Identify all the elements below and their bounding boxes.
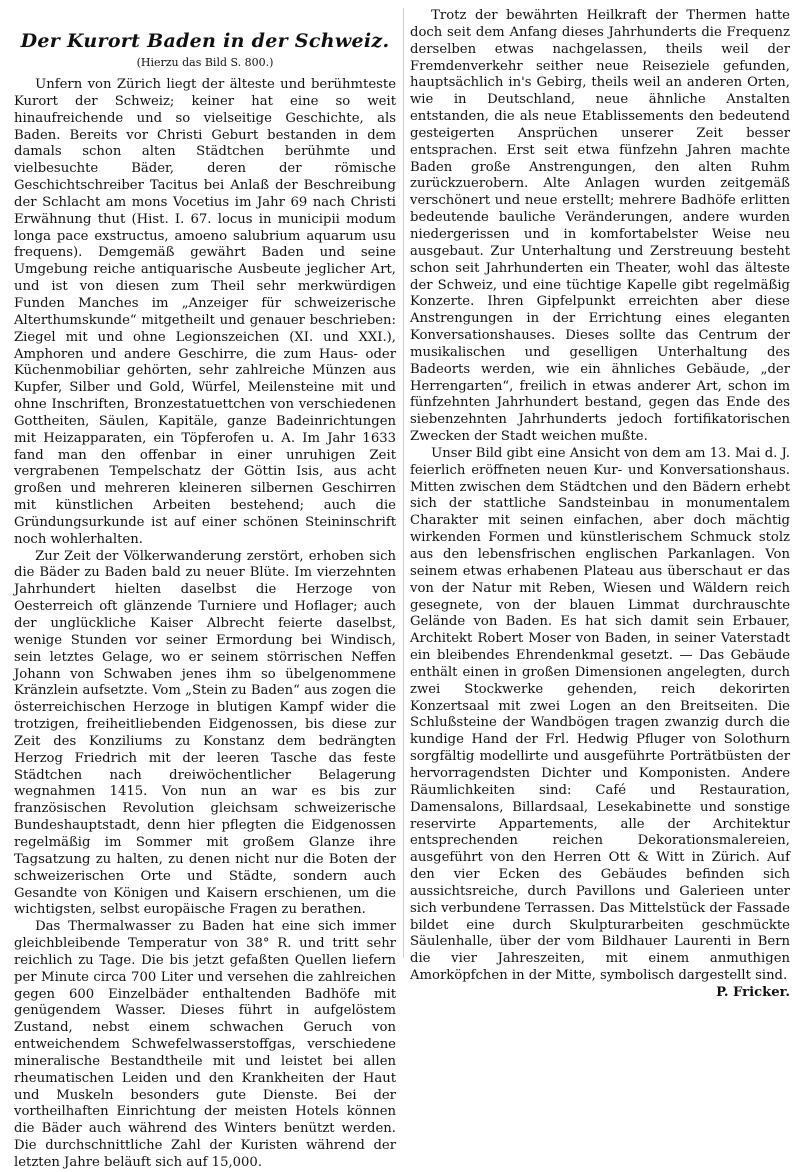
article-title: Der Kurort Baden in der Schweiz. — [20, 30, 390, 52]
article-subtitle: (Hierzu das Bild S. 800.) — [136, 56, 274, 69]
right-column — [410, 8, 790, 1002]
paragraph-kurhaus — [410, 445, 790, 1000]
kurhaus-text: Unser Bild gibt eine Ansicht von dem am 13. Mai d. J. feierlich eröffneten neuen Kur- und Konversationshaus. Mitten zwischen dem Städtchen und den Bädern erhebt sich der stattliche Sandsteinbau in monumentalem Charakter mit seinen einfachen, aber doch mächtig wirkenden Formen und künstlerischem Schmuck stolz aus den lebensfrischen englischen Parkanlagen. Von seinem etwas erhabenen Plateau aus überschaut er das von der Natur mit Reben, Wiesen und Wäldern reich gesegnete, von der blauen Limmat durchrauschte Gelände von Baden. Es hat sich damit sein Erbauer, Architekt Robert Moser von Baden, in seiner Vaterstadt ein bleibendes Ehrendenkmal gesetzt. — Das Gebäude enthält einen in großen Dimensionen angelegten, durch zwei Stockwerke gehenden, reich dekorirten Konzertsaal mit zwei Logen an den Breitseiten. Die Schlußsteine der Wandbögen tragen zwanzig durch die kundige Hand der Frl. Hedwig Pfluger von Solothurn sorgfältig modellirte und ausgeführte Porträtbüsten der hervorragendsten Dichter und Komponisten. Andere Räumlichkeiten sind: Café und Restauration, Damensalons, Billardsaal, Lesekabinette und sonstige reservirte Appartements, alle der Architektur entsprechenden reichen Dekorationsmalereien, ausgeführt von den Herren Ott & Witt in Zürich. Auf den vier Ecken des Gebäudes befinden sich aussichtsreiche, durch Pavillons und Galerieen unter sich verbundene Terrassen. Das Mittelstück der Fassade bildet eine durch Skulpturarbeiten geschmückte Säulenhalle, über der vom Bildhauer Laurenti in Bern die vier Jahreszeiten, mit einem anmuthigen Amorköpfchen in der Mitte, symbolisch dargestellt sind. — [410, 445, 790, 984]
paragraph-migration-period: Zur Zeit der Völkerwanderung zerstört, erhoben sich die Bäder zu Baden bald zu neuer Blüte. Im vierzehnten Jahrhundert hielten daselbst die Herzoge von Oesterreich oft glänzende Turniere und Hoflager; auch der unglückliche Kaiser Albrecht feierte daselbst, wenige Stunden vor seiner Ermordung bei Windisch, sein letztes Gelage, wo er seinem störrischen Neffen Johann von Schwaben jenes ihm so übelgenommene Kränzlein aufsetzte. Vom „Stein zu Baden“ aus zogen die österreichischen Herzoge in blutigen Kampf wider die trotzigen, freiheitliebenden Eidgenossen, bis diese zur Zeit des Konziliums zu Konstanz dem bedrängten Herzog Friedrich mit der leeren Tasche das feste Städtchen nach dreiwöchentlicher Belagerung wegnahmen 1415. Von nun an war es bis zur französischen Revolution gleichsam schweizerische Bundeshauptstadt, denn hier pflegten die Eidgenossen regelmäßig im Sommer mit großem Glanze ihre Tagsatzung zu halten, zu denen nicht nur die Boten der schweizerischen Orte und Städte, sondern auch Gesandte von Königen und Kaisern erschienen, um die wichtigsten, selbst europäische Fragen zu berathen. — [14, 548, 396, 918]
paragraph-decline-revival: Trotz der bewährten Heilkraft der Thermen hatte doch seit dem Anfang dieses Jahrhunderts die Frequenz derselben etwas nachgelassen, theils weil der Fremdenverkehr seither neue Reiseziele gefunden, hauptsächlich in's Gebirg, theils weil an anderen Orten, wie in Deutschland, neue ähnliche Anstalten entstanden, die als neue Etablissements den bedeutend gesteigerten Ansprüchen unserer Zeit besser entsprachen. Erst seit etwa fünfzehn Jahren machte Baden große Anstrengungen, den alten Ruhm zurückzuerobern. Alte Anlagen wurden zeitgemäß verschönert und neue erstellt; mehrere Badhöfe erlitten bedeutende bauliche Veränderungen, andere wurden niedergerissen und in komfortabelster Weise neu ausgebaut. Zur Unterhaltung und Zerstreuung besteht schon seit Jahrhunderten ein Theater, wohl das älteste der Schweiz, und eine tüchtige Kapelle gibt regelmäßig Konzerte. Ihren Gipfelpunkt erreichten aber diese Anstrengungen in der Errichtung eines eleganten Konversationshauses. Dieses sollte das Centrum der musikalischen und geselligen Unterhaltung des Badeorts werden, wie ein ähnliches Gebäude, „der Herrengarten“, freilich in etwas anderer Art, schon im fünfzehnten Jahrhundert bestand, gegen das Ende des siebenzehnten Jahrhunderts jedoch fortifikatorischen Zwecken der Stadt weichen mußte. — [410, 8, 790, 445]
author-signature: P. Fricker. — [716, 984, 790, 1000]
left-column — [14, 77, 396, 1172]
paragraph-history: Unfern von Zürich liegt der älteste und berühmteste Kurort der Schweiz; keiner hat eine so weit hinaufreichende und so vielseitige Geschichte, als Baden. Bereits vor Christi Geburt bestanden in dem damals schon alten Städtchen berühmte und vielbesuchte Bäder, deren der römische Geschichtschreiber Tacitus bei Anlaß der Beschreibung der Schlacht am mons Vocetius im Jahr 69 nach Christi Erwähnung thut (Hist. I. 67. locus in municipii modum longa pace exstructus, amoeno salubrium aquarum usu frequens). Demgemäß gewährt Baden und seine Umgebung reiche antiquarische Ausbeute jeglicher Art, und ist von diesen zum Theil sehr merkwürdigen Funden Manches im „Anzeiger für schweizerische Alterthumskunde“ mitgetheilt und genauer beschrieben: Ziegel mit und ohne Legionszeichen (XI. und XXI.), Amphoren und andere Geschirre, die zum Haus- oder Küchenmobiliar gehörten, sehr zahlreiche Münzen aus Kupfer, Silber und Gold, Würfel, Meilensteine mit und ohne Inschriften, Bronzestatuettchen von verschiedenen Gottheiten, Säulen, Kapitäle, ganze Badeinrichtungen mit Heizapparaten, ein Töpferofen u. A. Im Jahr 1633 fand man den offenbar in einer unruhigen Zeit vergrabenen Tempelschatz der Göttin Isis, aus acht großen und mehreren kleineren silbernen Geschirren mit künstlichen Arbeiten bestehend; auch die Gründungsurkunde ist auf einer schönen Steininschrift noch wohlerhalten. — [14, 77, 396, 547]
column-divider — [403, 8, 404, 958]
paragraph-thermal-water: Das Thermalwasser zu Baden hat eine sich immer gleichbleibende Temperatur von 38° R. und tritt sehr reichlich zu Tage. Die bis jetzt gefaßten Quellen liefern per Minute circa 700 Liter und versehen die zahlreichen gegen 600 Einzelbäder enthaltenden Badhöfe mit genügendem Wasser. Dieses führt in aufgelöstem Zustand, nebst einem schwachen Geruch von entweichendem Schwefelwasserstoffgas, verschiedene mineralische Bestandtheile mit und leistet bei allen rheumatischen Leiden und den Krankheiten der Haut und Muskeln besonders gute Dienste. Bei der vortheilhaften Einrichtung der meisten Hotels können die Bäder auch während des Winters benützt werden. Die durchschnittliche Zahl der Kuristen während der letzten Jahre beläuft sich auf 15,000. — [14, 919, 396, 1170]
